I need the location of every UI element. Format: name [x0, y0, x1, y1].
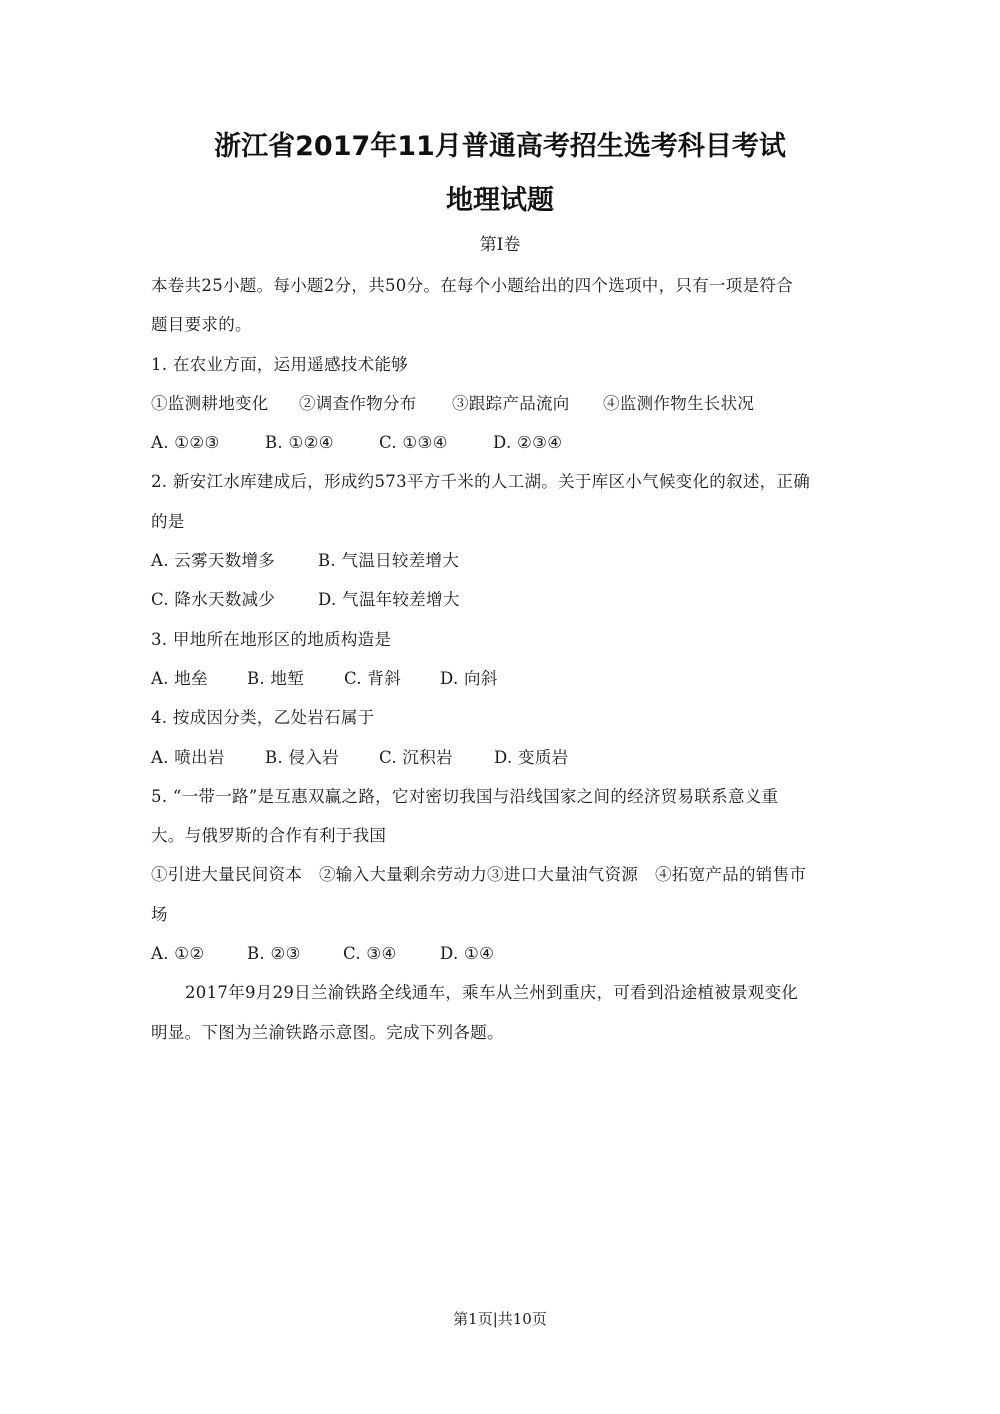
q1-option-a: A. ①②③: [151, 433, 220, 453]
question-2-options-cd: [151, 586, 851, 625]
page-footer: 第1页|共10页: [453, 1310, 547, 1328]
q1-item-2: ②调查作物分布: [299, 393, 417, 413]
q4-option-d: D. 变质岩: [494, 747, 569, 767]
q4-option-b: B. 侵入岩: [265, 747, 339, 767]
question-5-stem-2: 大。与俄罗斯的合作有利于我国: [151, 826, 387, 846]
question-3-stem: 3. 甲地所在地形区的地质构造是: [151, 629, 392, 649]
question-1-options: [151, 429, 851, 468]
question-1-items: [151, 390, 851, 429]
q5-option-d: D. ①④: [440, 944, 495, 964]
q5-option-c: C. ③④: [343, 944, 397, 964]
question-2-stem-2: 的是: [151, 511, 185, 531]
q1-item-1: ①监测耕地变化: [151, 393, 269, 413]
q1-option-d: D. ②③④: [493, 433, 563, 453]
question-4-stem: 4. 按成因分类，乙处岩石属于: [151, 708, 375, 728]
volume-label: 第Ⅰ卷: [479, 235, 521, 255]
question-5-items-2: 场: [151, 904, 168, 924]
q4-option-a: A. 喷出岩: [151, 747, 225, 767]
q5-option-a: A. ①②: [151, 944, 205, 964]
exam-title: 浙江省2017年11月普通高考招生选考科目考试: [214, 131, 786, 162]
passage-line-2: 明显。下图为兰渝铁路示意图。完成下列各题。: [151, 1022, 504, 1042]
q1-option-b: B. ①②④: [265, 433, 334, 453]
question-5-stem-1: 5. “一带一路”是互惠双赢之路，它对密切我国与沿线国家之间的经济贸易联系意义重: [151, 786, 779, 806]
q1-item-4: ④监测作物生长状况: [603, 393, 755, 413]
q2-option-a: A. 云雾天数增多: [151, 551, 276, 571]
q1-option-c: C. ①③④: [379, 433, 448, 453]
question-2-stem-1: 2. 新安江水库建成后，形成约573平方千米的人工湖。关于库区小气候变化的叙述，正确: [151, 472, 811, 492]
question-content: [151, 272, 851, 1058]
q5-option-b: B. ②③: [247, 944, 301, 964]
question-1-stem: 1. 在农业方面，运用遥感技术能够: [151, 354, 409, 374]
instructions-line-2: 题目要求的。: [151, 315, 252, 335]
question-5-options: [151, 940, 851, 979]
subject-title: 地理试题: [446, 185, 554, 216]
question-4-options: [151, 744, 851, 783]
q3-option-b: B. 地堑: [247, 668, 305, 688]
q4-option-c: C. 沉积岩: [379, 747, 453, 767]
passage-line-1: 2017年9月29日兰渝铁路全线通车，乘车从兰州到重庆，可看到沿途植被景观变化: [185, 983, 799, 1003]
q2-option-b: B. 气温日较差增大: [318, 551, 460, 571]
question-5-items-1: ①引进大量民间资本 ②输入大量剩余劳动力③进口大量油气资源 ④拓宽产品的销售市: [151, 865, 807, 885]
q3-option-c: C. 背斜: [344, 668, 402, 688]
instructions-line-1: 本卷共25小题。每小题2分，共50分。在每个小题给出的四个选项中，只有一项是符合: [151, 276, 793, 295]
q3-option-a: A. 地垒: [151, 668, 208, 688]
question-3-options: [151, 665, 851, 704]
question-2-options-ab: [151, 547, 851, 586]
q3-option-d: D. 向斜: [440, 668, 498, 688]
q2-option-c: C. 降水天数减少: [151, 590, 276, 610]
q2-option-d: D. 气温年较差增大: [318, 590, 460, 610]
q1-item-3: ③跟踪产品流向: [452, 393, 570, 413]
